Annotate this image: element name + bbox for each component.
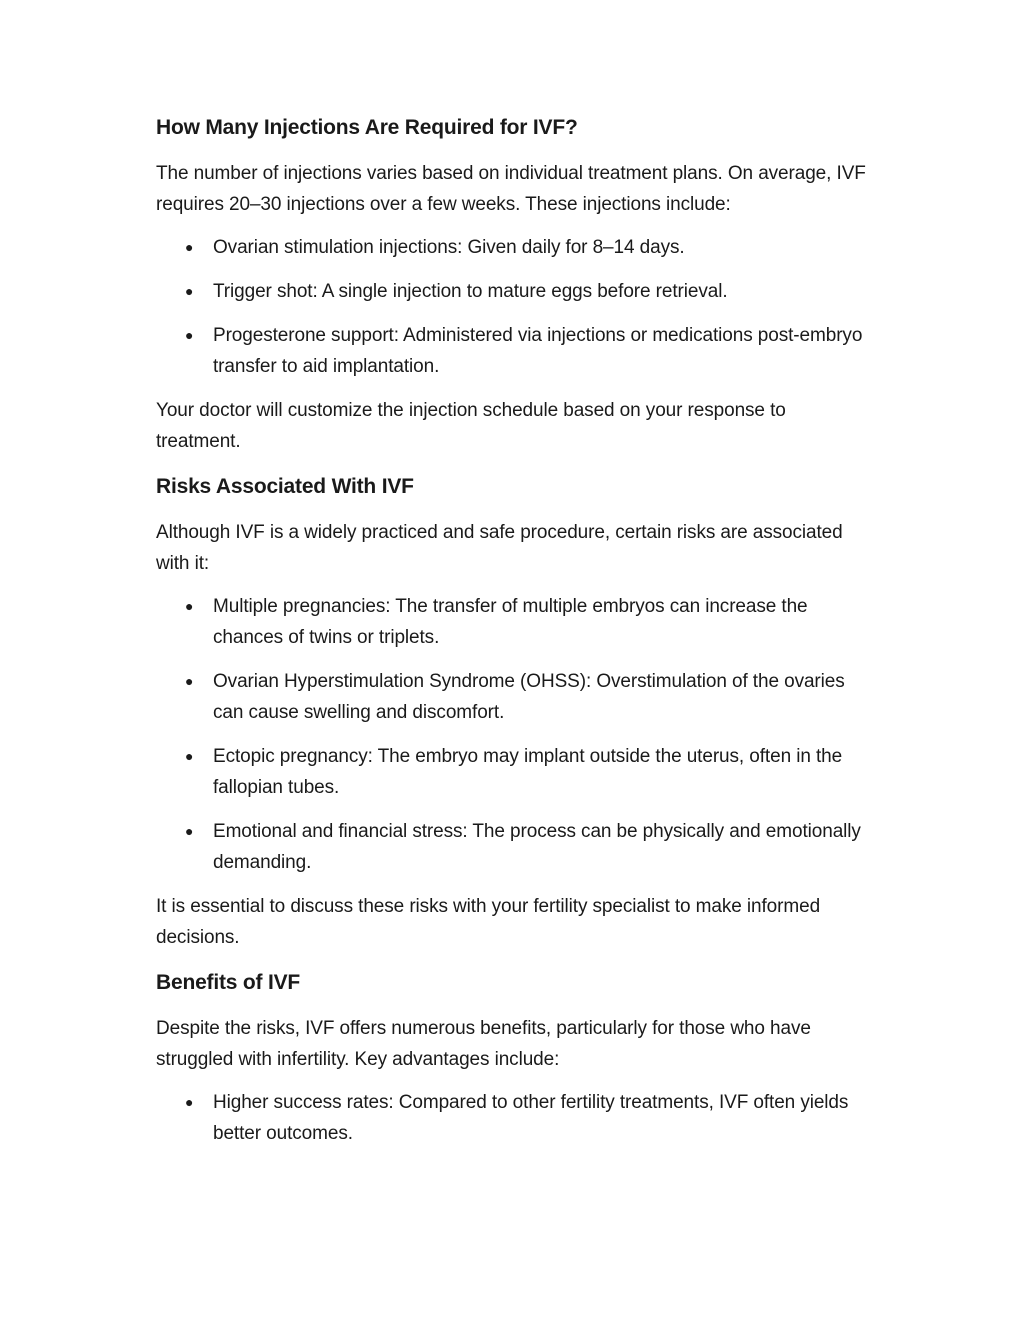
section-heading-benefits: Benefits of IVF bbox=[156, 971, 301, 994]
benefits-list bbox=[156, 1087, 868, 1149]
bullet-icon: ● bbox=[185, 239, 194, 255]
section-intro-benefits: Despite the risks, IVF offers numerous benefits, particularly for those who have struggled with infertility. Key advantages include: bbox=[156, 1018, 811, 1070]
list-item: ● Progesterone support: Administered via injections or medications post-embryo transfer to aid implantation. bbox=[156, 320, 868, 382]
section-outro-risks: It is essential to discuss these risks with your fertility specialist to make informed decisions. bbox=[156, 896, 821, 948]
bullet-icon: ● bbox=[185, 327, 194, 343]
list-item: ● Ovarian stimulation injections: Given daily for 8–14 days. bbox=[156, 232, 868, 263]
risks-list bbox=[156, 591, 868, 878]
list-item: ● Emotional and financial stress: The process can be physically and emotionally demanding. bbox=[156, 816, 868, 878]
list-item: ● Higher success rates: Compared to other fertility treatments, IVF often yields better outcomes. bbox=[156, 1087, 868, 1149]
list-item: ● Ectopic pregnancy: The embryo may implant outside the uterus, often in the fallopian tubes. bbox=[156, 741, 868, 803]
bullet-icon: ● bbox=[185, 823, 194, 839]
section-outro-injections: Your doctor will customize the injection schedule based on your response to treatment. bbox=[156, 400, 786, 452]
section-heading-injections: How Many Injections Are Required for IVF? bbox=[156, 116, 578, 139]
list-item: ● Ovarian Hyperstimulation Syndrome (OHSS): Overstimulation of the ovaries can cause swelling and discomfort. bbox=[156, 666, 868, 728]
section-heading-risks: Risks Associated With IVF bbox=[156, 475, 414, 498]
list-item: ● Multiple pregnancies: The transfer of multiple embryos can increase the chances of twins or triplets. bbox=[156, 591, 868, 653]
injections-list bbox=[156, 232, 868, 382]
bullet-icon: ● bbox=[185, 598, 194, 614]
section-intro-injections: The number of injections varies based on individual treatment plans. On average, IVF requires 20–30 injections over a few weeks. These injections include: bbox=[156, 163, 866, 215]
bullet-icon: ● bbox=[185, 283, 194, 299]
bullet-icon: ● bbox=[185, 673, 194, 689]
bullet-icon: ● bbox=[185, 1094, 194, 1110]
bullet-icon: ● bbox=[185, 748, 194, 764]
list-item: ● Trigger shot: A single injection to mature eggs before retrieval. bbox=[156, 276, 868, 307]
section-intro-risks: Although IVF is a widely practiced and safe procedure, certain risks are associated with it: bbox=[156, 522, 843, 574]
document-page bbox=[156, 112, 868, 1162]
